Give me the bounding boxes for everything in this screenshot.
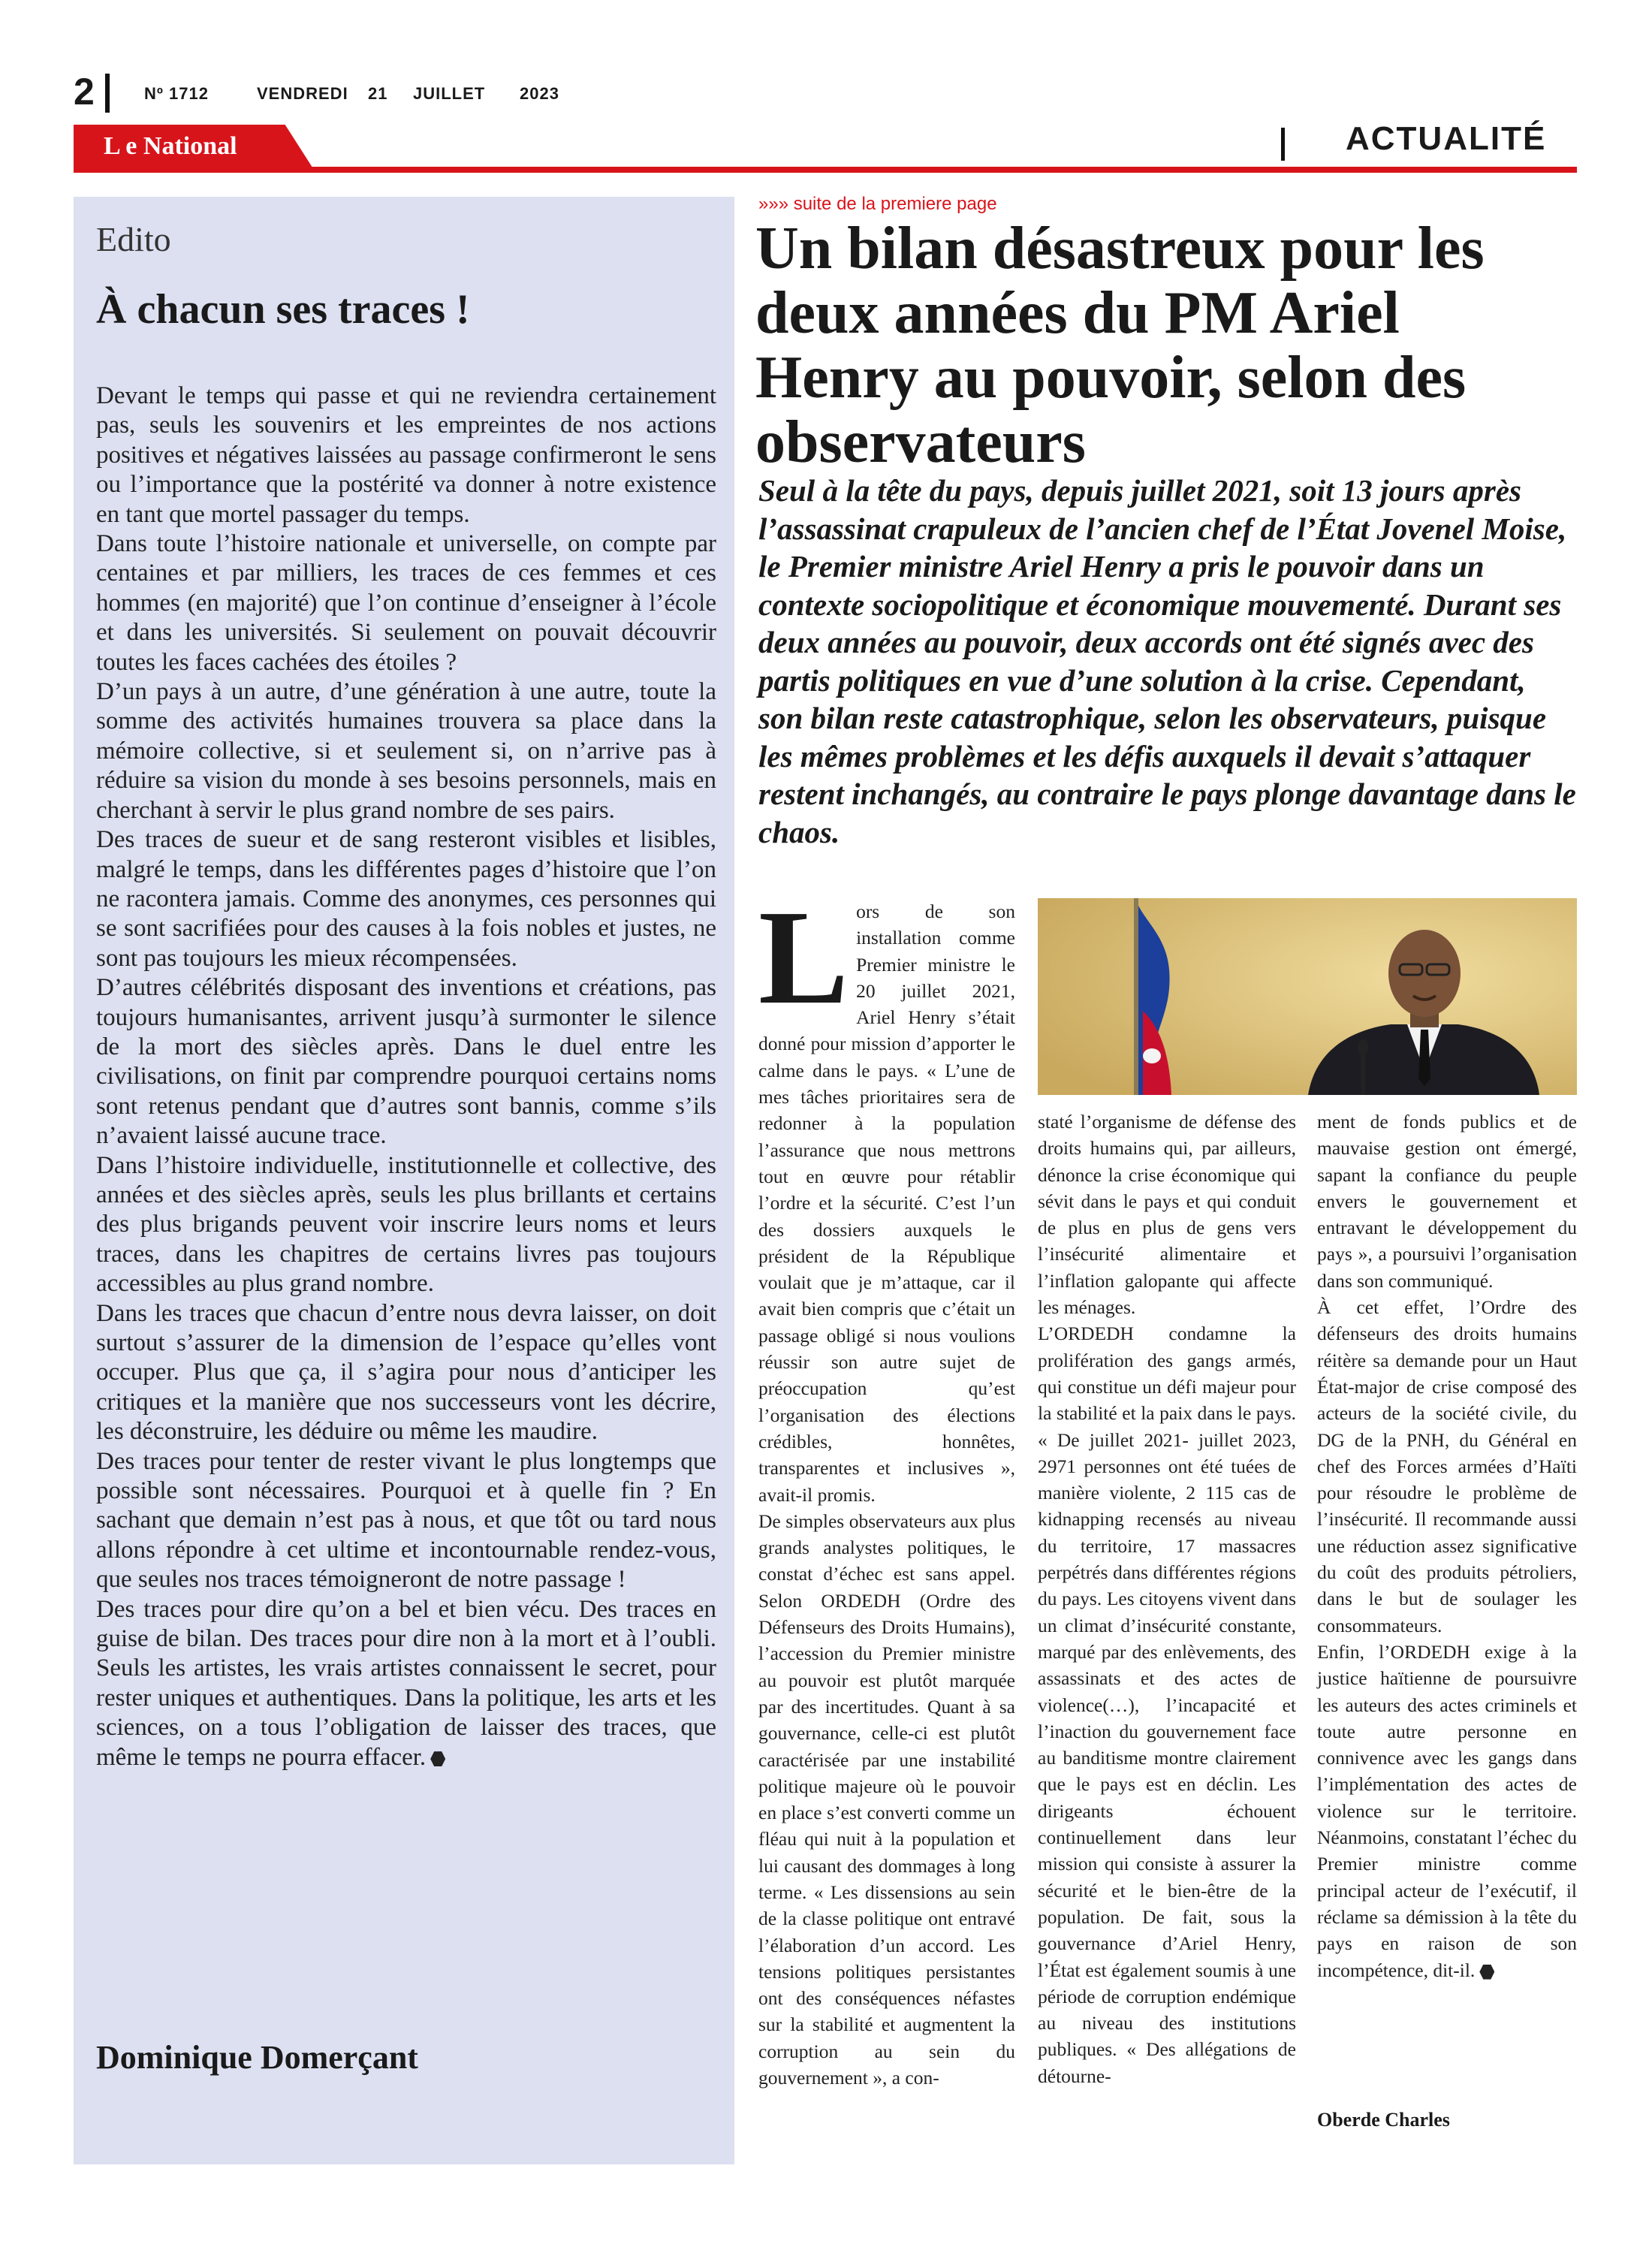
edito-paragraph: Dans toute l’histoire nationale et universelle, on compte par centaines et par milliers, les traces de ces femmes et ces hommes (en majorité) que l’on continue d’enseigner à l’école et dans les universités. Si seulement on pouvait découvrir toutes les faces cachées des étoiles ? xyxy=(96,530,716,676)
article-paragraph-text: ors de son installation comme Premier ministre le 20 juillet 2021, Ariel Henry s’était donné pour mission d’apporter le calme dans le pays. « L’une de mes tâches prioritaires sera de redonner à la population l’assurance que nous mettrons tout en œuvre pour rétablir l’ordre et la sécurité. C’est l’un des dossiers auxquels le président de la République voulait que je m’attaque, car il avait bien compris que c’était un passage obligé si nous voulions réussir son autre sujet de préoccupation qu’est l’organisation des élections crédibles, honnêtes, transparentes et inclusives », avait-il promis. xyxy=(758,900,1015,1506)
article-paragraph: L’ORDEDH condamne la prolifération des gangs armés, qui constitue un défi majeur pour la stabilité et la paix dans le pays. « De juillet 2021- juillet 2023, 2971 personnes ont été tuées de manière violente, 2 115 cas de kidnapping recensés au niveau du territoire, 17 massacres perpétrés dans différentes régions du pays. Les citoyens vivent dans un climat d’insécurité constante, marqué par des enlèvements, des assassinats et des actes de violence(…), l’incapacité et l’inaction du gouvernement face au banditisme montre clairement que le pays est en déclin. Les dirigeants échouent continuellement dans leur mission qui consiste à assurer la sécurité et le bien-être de la population. De fait, sous la gouvernance d’Ariel Henry, l’État est également soumis à une période de corruption endémique au niveau des institutions publiques. « Des allégations de détourne- xyxy=(1038,1323,1296,2087)
article-column-2 xyxy=(1038,1108,1296,2089)
article-paragraph: De simples observateurs aux plus grands analystes politiques, le constat d’échec est sans appel. Selon ORDEDH (Ordre des Défenseurs des Droits Humains), l’accession du Premier ministre au pouvoir est plutôt marquée par des incertitudes. Quant à sa gouvernance, celle-ci est plutôt caractérisée par une instabilité politique majeure où le pouvoir en place s’est converti comme un fléau qui nuit à la population et lui causant des dommages à long terme. « Les dissensions au sein de la classe politique ont entravé l’élaboration d’un accord. Les tensions politiques persistantes ont des conséquences néfastes sur la stabilité et augmentent la corruption au sein du gouvernement », a con- xyxy=(758,1510,1015,2089)
edito-paragraph: Devant le temps qui passe et qui ne reviendra certainement pas, seuls les souvenirs et les empreintes de nos actions positives et négatives laissées au passage confirmeront le sens ou l’importance que la postérité va donner à notre existence en tant que mortel passager du temps. xyxy=(96,382,716,528)
article-paragraph: À cet effet, l’Ordre des défenseurs des droits humains réitère sa demande pour un Haut État-major de crise composé des acteurs de la société civile, du DG de la PNH, du Général en chef des Forces armées d’Haïti pour résoudre le problème de l’insécurité. Il recommande aussi une réduction assez significative du coût des produits pétroliers, dans le but de soulager les consommateurs. xyxy=(1317,1296,1577,1636)
article-author: Oberde Charles xyxy=(1317,2109,1450,2131)
article-kicker: »»» suite de la premiere page xyxy=(758,194,997,214)
edito-title: À chacun ses traces ! xyxy=(96,286,470,333)
issue-number: Nº 1712 xyxy=(144,84,209,103)
article-paragraph-text: Enfin, l’ORDEDH exige à la justice haïtienne de poursuivre les auteurs des actes criminels et toute autre personne en connivence avec les gangs dans l’implémentation des actes de violence sur le territoire. Néanmoins, constatant l’échec du Premier ministre comme principal acteur de l’exécutif, il réclame sa démission à la tête du pays en raison de son incompétence, dit-il. xyxy=(1317,1640,1577,1981)
publication-logo: L e National xyxy=(104,132,237,160)
end-mark-icon xyxy=(430,1751,445,1766)
photo-illustration-icon xyxy=(1038,898,1577,1095)
article-paragraph: staté l’organisme de défense des droits humains qui, par ailleurs, dénonce la crise économique qui sévit dans le pays et qui conduit de plus en plus de gens vers l’insécurité alimentaire et l’inflation galopante qui affecte les ménages. xyxy=(1038,1111,1296,1319)
edito-paragraph: Dans les traces que chacun d’entre nous devra laisser, on doit surtout s’assurer de la dimension de l’espace qu’elles vont occuper. Plus que ça, il s’agira pour nous d’anticiper les critiques et la manière que nos successeurs vont les décrire, les déconstruire, les déduire ou même les maudire. xyxy=(96,1299,716,1446)
article-lead: Seul à la tête du pays, depuis juillet 2021, soit 13 jours après l’assassinat crapuleux de l’ancien chef de l’État Jovenel Moise, le Premier ministre Ariel Henry a pris le pouvoir dans un contexte sociopolitique et économique mouvementé. Durant ses deux années au pouvoir, deux accords ont été signés avec des partis politiques en vue d’une solution à la crise. Cependant, son bilan reste catastrophique, selon les observateurs, puisque les mêmes problèmes et les défis auxquels il devait s’attaquer restent inchangés, au contraire le pays plonge davantage dans le chaos. xyxy=(758,473,1576,849)
section-divider xyxy=(1281,128,1285,161)
edito-paragraph: Des traces de sueur et de sang resteront visibles et lisibles, malgré le temps, dans les différentes pages d’histoire que l’on ne racontera jamais. Comme des anonymes, ces personnes qui se sont sacrifiées pour des causes à la fois nobles et justes, ne sont pas toujours les mieux récompensées. xyxy=(96,826,716,972)
article-headline: Un bilan désastreux pour les deux années du PM Ariel Henry au pouvoir, selon des observateurs xyxy=(755,216,1485,475)
article-paragraph-last xyxy=(1317,1639,1577,1983)
page-number-divider xyxy=(105,74,110,113)
end-mark-icon xyxy=(1479,1965,1494,1980)
section-label: ACTUALITÉ xyxy=(1346,120,1547,157)
edito-paragraph-text: Des traces pour dire qu’on a bel et bien vécu. Des traces en guise de bilan. Des traces pour dire non à la mort et à l’oubli. Seuls les artistes, les vrais artistes connaissent le secret, pour rester uniques et authentiques. Dans la politique, les arts et les sciences, on a tous l’obligation de laisser des traces, que même le temps ne pourra effacer. xyxy=(96,1595,716,1771)
date-number: 21 xyxy=(368,84,388,103)
page-number: 2 xyxy=(74,71,95,113)
article-column-1 xyxy=(758,882,1015,2091)
edito-body xyxy=(96,382,716,1772)
drop-cap: L xyxy=(758,882,849,1032)
article-column-3 xyxy=(1317,1108,1577,1983)
date-day: VENDREDI xyxy=(257,84,348,103)
edito-paragraph: D’un pays à un autre, d’une génération à une autre, toute la somme des activités humaines trouvera sa place dans la mémoire collective, si et seulement si, on n’arrive pas à réduire sa vision du monde à ses besoins personnels, mais en cherchant à servir le plus grand nombre de ses pairs. xyxy=(96,678,716,824)
edito-paragraph: Des traces pour tenter de rester vivant le plus longtemps que possible sont nécessaires. Pourquoi et à quelle fin ? En sachant que demain n’est pas à nous, et que tôt ou tard nous allons répondre à cet ultime et incontournable rendez-vous, que seules nos traces témoigneront de notre passage ! xyxy=(96,1447,716,1594)
edito-paragraph: Dans l’histoire individuelle, institutionnelle et collective, des années et des siècles après, seuls les plus brillants et certains des plus brigands peuvent voir inscrire leurs noms et leurs traces, dans les chapitres de certains livres pas toujours accessibles au plus grand nombre. xyxy=(96,1151,716,1298)
article-paragraph xyxy=(758,882,1015,1508)
article-photo xyxy=(1038,898,1577,1095)
date-year: 2023 xyxy=(520,84,559,103)
date-month: JUILLET xyxy=(413,84,486,103)
edito-paragraph: D’autres célébrités disposant des inventions et créations, pas toujours humanisantes, arrivent jusqu’à surmonter le silence de la mort des siècles après. Dans le duel entre les civilisations, on finit par comprendre pourquoi certains noms sont retenus pendant que d’autres sont bannis, comme s’ils n’avaient laissé aucune trace. xyxy=(96,974,716,1150)
edito-kicker: Edito xyxy=(96,220,171,258)
edito-paragraph-last xyxy=(96,1595,716,1772)
edito-author: Dominique Domerçant xyxy=(96,2039,418,2076)
article-paragraph: ment de fonds publics et de mauvaise gestion ont émergé, sapant la confiance du peuple envers le gouvernement et entravant le développement du pays », a poursuivi l’organisation dans son communiqué. xyxy=(1317,1111,1577,1292)
